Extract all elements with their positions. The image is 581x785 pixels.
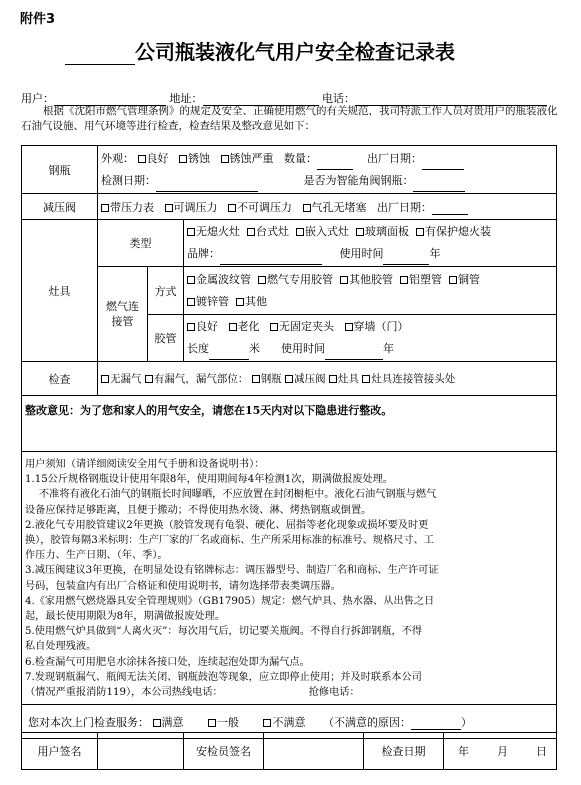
hose-method-row [22,267,557,315]
date-label: 检查日期 [364,733,444,770]
date-day: 日 [535,745,547,758]
opt-galvanized[interactable]: 镀锌管 [187,295,229,308]
hose-label: 燃气连接管 [98,267,148,362]
year-unit: 年 [429,247,441,260]
regulator-row [22,194,557,220]
opt-no-flameout[interactable]: 无熄火灶 [187,225,240,238]
opt-adjustable[interactable]: 可调压力 [165,201,218,214]
test-date-field[interactable] [156,179,258,192]
inspection-form [21,145,557,739]
factory-date-field[interactable] [422,157,464,170]
opt-copper[interactable]: 铜管 [449,273,480,286]
attachment-label: 附件3 [20,12,56,27]
opt-no-clamp[interactable]: 无固定夹头 [270,320,334,333]
opt-satisfied[interactable]: 满意 [153,716,184,729]
notes-heading: 用户须知（请详细阅读安全用气手册和设备说明书）： [25,459,265,470]
phone-label: 电话： [322,92,355,105]
reason-label: （不满意的原因： [322,715,411,729]
brand-field[interactable] [220,252,322,265]
opt-rust[interactable]: 锈蚀 [179,152,210,165]
opt-hose-aged[interactable]: 老化 [229,320,260,333]
opt-average[interactable]: 一般 [208,716,239,729]
qty-label: 数量： [284,151,317,165]
qty-field[interactable] [317,157,353,170]
user-sign-label: 用户签名 [22,733,98,770]
notes-row [22,452,557,705]
reg-factory-date-label: 出厂日期： [377,200,432,214]
type-label: 类型 [98,220,184,267]
note-line: 不准将有液化石油气的钢瓶长时间曝晒，不应放置在封闭橱柜中。液化石油气钢瓶与燃气 [39,489,437,501]
note-line: 私自处理残液。 [25,641,97,653]
appearance-label: 外观： [101,151,134,165]
note-line: 号码，包装盒内有出厂合格证和使用说明书，请勿选择带表类调压器。 [25,580,341,592]
date-field[interactable] [444,733,557,770]
rectify-row [22,396,557,452]
note-line: （情况严重报消防119），本公司热线电话： 抢修电话： [25,687,360,699]
note-line: 6.检查漏气可用肥皂水涂抹各接口处，连续起泡处即为漏气点。 [25,656,310,668]
opt-gauge[interactable]: 带压力表 [101,201,154,214]
signature-table [21,732,557,770]
date-month: 月 [496,745,508,758]
regulator-label: 减压阀 [22,194,98,220]
user-sign-field[interactable] [98,733,184,770]
opt-special-hose[interactable]: 燃气专用胶管 [258,273,333,286]
opt-good[interactable]: 良好 [138,152,169,165]
note-line: 1.15公斤规格钢瓶设计使用年限8年，使用期间每4年检测1次，期满做报废处理。 [25,474,394,486]
inspector-sign-field[interactable] [264,733,364,770]
opt-pap[interactable]: 铝塑管 [400,273,442,286]
opt-no-blockage[interactable]: 气孔无堵塞 [303,201,367,214]
date-year: 年 [458,745,469,758]
opt-other[interactable]: 其他 [236,295,267,308]
opt-no-leak[interactable]: 无漏气 [101,373,142,385]
title-block [65,36,455,65]
note-line: 3.减压阀建议3年更换，在明显处设有铭牌标志：调压器型号、制造厂名和商标、生产许可证 [25,565,439,577]
reg-factory-date-field[interactable] [432,202,468,215]
reason-close: ） [460,715,472,729]
stove-type-row [22,220,557,267]
page-title: 公司瓶装液化气用户安全检查记录表 [135,40,455,64]
opt-flameout-protect[interactable]: 有保护熄火装 [416,225,491,238]
intro-text: 根据《沈阳市燃气管理条例》的规定及安全、正确使用燃气的有关规范，我司特派工作人员对贵用户的瓶装液化石油气设施、用气环境等进行检查，检查结果及整改意见如下： [21,105,558,132]
opt-leak-cylinder[interactable]: 钢瓶 [252,373,282,385]
smart-valve-label: 是否为智能角阀钢瓶： [303,173,414,187]
company-name-blank[interactable] [65,38,135,65]
note-line: 5.使用燃气炉具做到“人离火灭”：每次用气后，切记要关瓶阀。不得自行拆卸钢瓶，不得 [25,626,423,638]
opt-through-wall[interactable]: 穿墙（门） [345,320,409,333]
use-time-label: 使用时间 [339,247,384,260]
method-label: 方式 [148,267,184,315]
cylinder-row [22,146,557,194]
rubber-label: 胶管 [148,315,184,362]
brand-label: 品牌： [187,247,220,260]
opt-leak-joint[interactable]: 灶具连接管接头处 [362,373,455,385]
opt-leak[interactable]: 有漏气，漏气部位： [145,373,249,385]
smart-valve-field[interactable] [413,179,465,192]
note-line: 设备应保持足够距离，且便于搬动；不得使用热水烫、淋、烤热钢瓶或倒置。 [25,504,372,516]
note-line: 作压力、生产日期、（年、季）。 [25,550,168,562]
length-field[interactable] [209,347,249,360]
meter-unit: 米 [249,342,260,355]
opt-leak-stove[interactable]: 灶具 [329,373,359,385]
test-date-label: 检测日期： [101,173,156,187]
opt-corrugated[interactable]: 金属波纹管 [187,273,251,286]
inspection-label: 检查 [22,362,98,396]
rectify-text[interactable]: 整改意见：为了您和家人的用气安全，请您在15天内对以下隐患进行整改。 [22,396,557,452]
note-line: 起，最长使用期限为8年，期满做报废处理。 [25,611,226,623]
opt-other-hose[interactable]: 其他胶管 [340,273,393,286]
note-line: 换），胶管每隔3米标明：生产厂家的厂名或商标、生产所采用标准的标准号、规格尺寸、工 [25,535,434,547]
opt-non-adjustable[interactable]: 不可调压力 [228,201,292,214]
opt-severe-rust[interactable]: 锈蚀严重 [221,152,274,165]
opt-hose-good[interactable]: 良好 [187,320,218,333]
reason-field[interactable] [411,717,461,730]
opt-built-in[interactable]: 嵌入式灶 [296,225,349,238]
note-line: 7.发现钢瓶漏气、瓶阀无法关闭、钢瓶鼓泡等现象，应立即停止使用；并及时联系本公司 [25,671,422,683]
address-label: 地址： [169,92,203,105]
hose-use-time-label: 使用时间 [280,342,325,355]
inspection-row [22,362,557,396]
note-line: 2.液化气专用胶管建议2年更换（胶管发现有龟裂、硬化、屈指等老化现象或损坏要及时更 [25,519,429,531]
inspector-sign-label: 安检员签名 [184,733,264,770]
signature-row [22,733,557,770]
opt-leak-regulator[interactable]: 减压阀 [285,373,326,385]
opt-unsatisfied[interactable]: 不满意 [263,716,305,729]
hose-year-unit: 年 [382,342,394,355]
factory-date-label: 出厂日期： [367,151,422,165]
length-label: 长度 [187,342,209,355]
opt-glass[interactable]: 玻璃面板 [356,225,409,238]
satisfaction-label: 您对本次上门检查服务： [28,715,149,729]
hose-use-time-field[interactable] [325,347,383,360]
cylinder-label: 钢瓶 [22,146,98,194]
stove-label: 灶具 [22,220,98,362]
use-time-field[interactable] [383,252,429,265]
repair-phone-label: 抢修电话： [308,687,360,699]
user-label: 用户： [21,92,54,105]
note-line: 4.《家用燃气燃烧器具安全管理规则》（GB17905）规定：燃气炉具、热水器、从出售之日 [25,595,435,607]
opt-tabletop[interactable]: 台式灶 [247,225,289,238]
